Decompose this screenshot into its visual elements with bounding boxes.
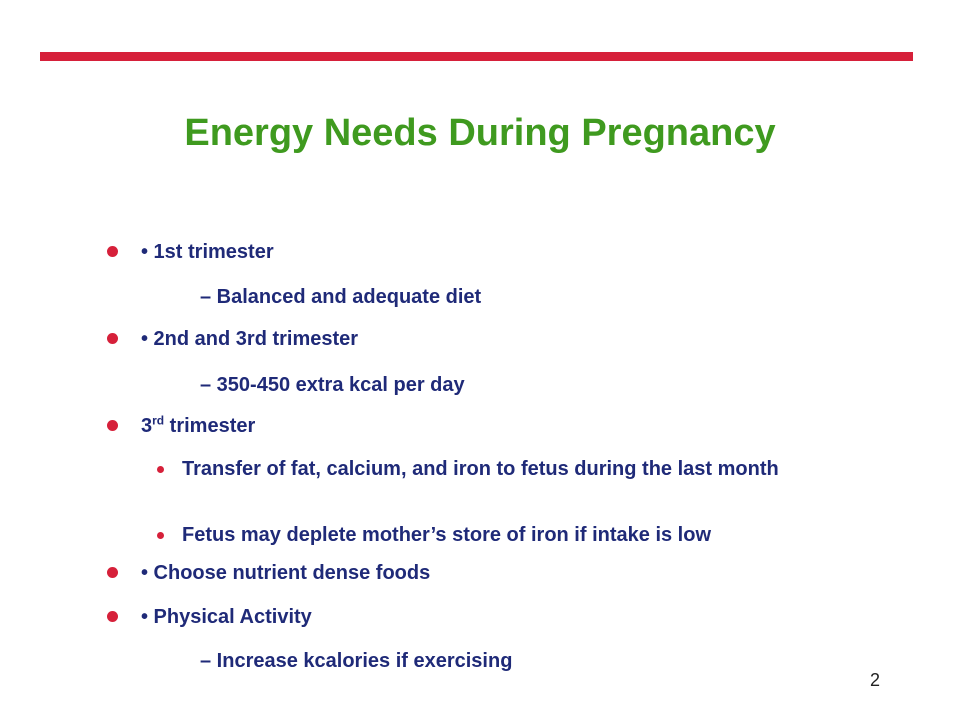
top-accent-rule — [40, 52, 913, 61]
bullet-text — [141, 413, 255, 439]
sub-bullet-text: Fetus may deplete mother’s store of iron if intake is low — [182, 524, 712, 546]
bullet-text: • 1st trimester — [141, 241, 274, 263]
bullet-dot-icon — [107, 611, 118, 622]
sub-bullet-text: – Increase kcalories if exercising — [200, 650, 513, 672]
slide-title: Energy Needs During Pregnancy — [184, 112, 776, 154]
bullet-text-rest: trimester — [164, 415, 256, 437]
sub-bullet-text: Transfer of fat, calcium, and iron to fetus during the last month — [182, 458, 779, 480]
ordinal-suffix: rd — [152, 413, 165, 428]
bullet-dot-icon — [107, 246, 118, 257]
sub-bullet-text: – Balanced and adequate diet — [200, 286, 482, 308]
ordinal-number: 3 — [141, 415, 153, 437]
sub-bullet-dot-icon — [157, 532, 164, 539]
bullet-text: • Choose nutrient dense foods — [141, 562, 431, 584]
bullet-text: • Physical Activity — [141, 606, 312, 628]
bullet-text: • 2nd and 3rd trimester — [141, 328, 359, 350]
sub-bullet-dot-icon — [157, 466, 164, 473]
page-number: 2 — [869, 670, 880, 690]
bullet-dot-icon — [107, 420, 118, 431]
sub-bullet-text: – 350-450 extra kcal per day — [200, 374, 465, 396]
bullet-dot-icon — [107, 333, 118, 344]
bullet-dot-icon — [107, 567, 118, 578]
